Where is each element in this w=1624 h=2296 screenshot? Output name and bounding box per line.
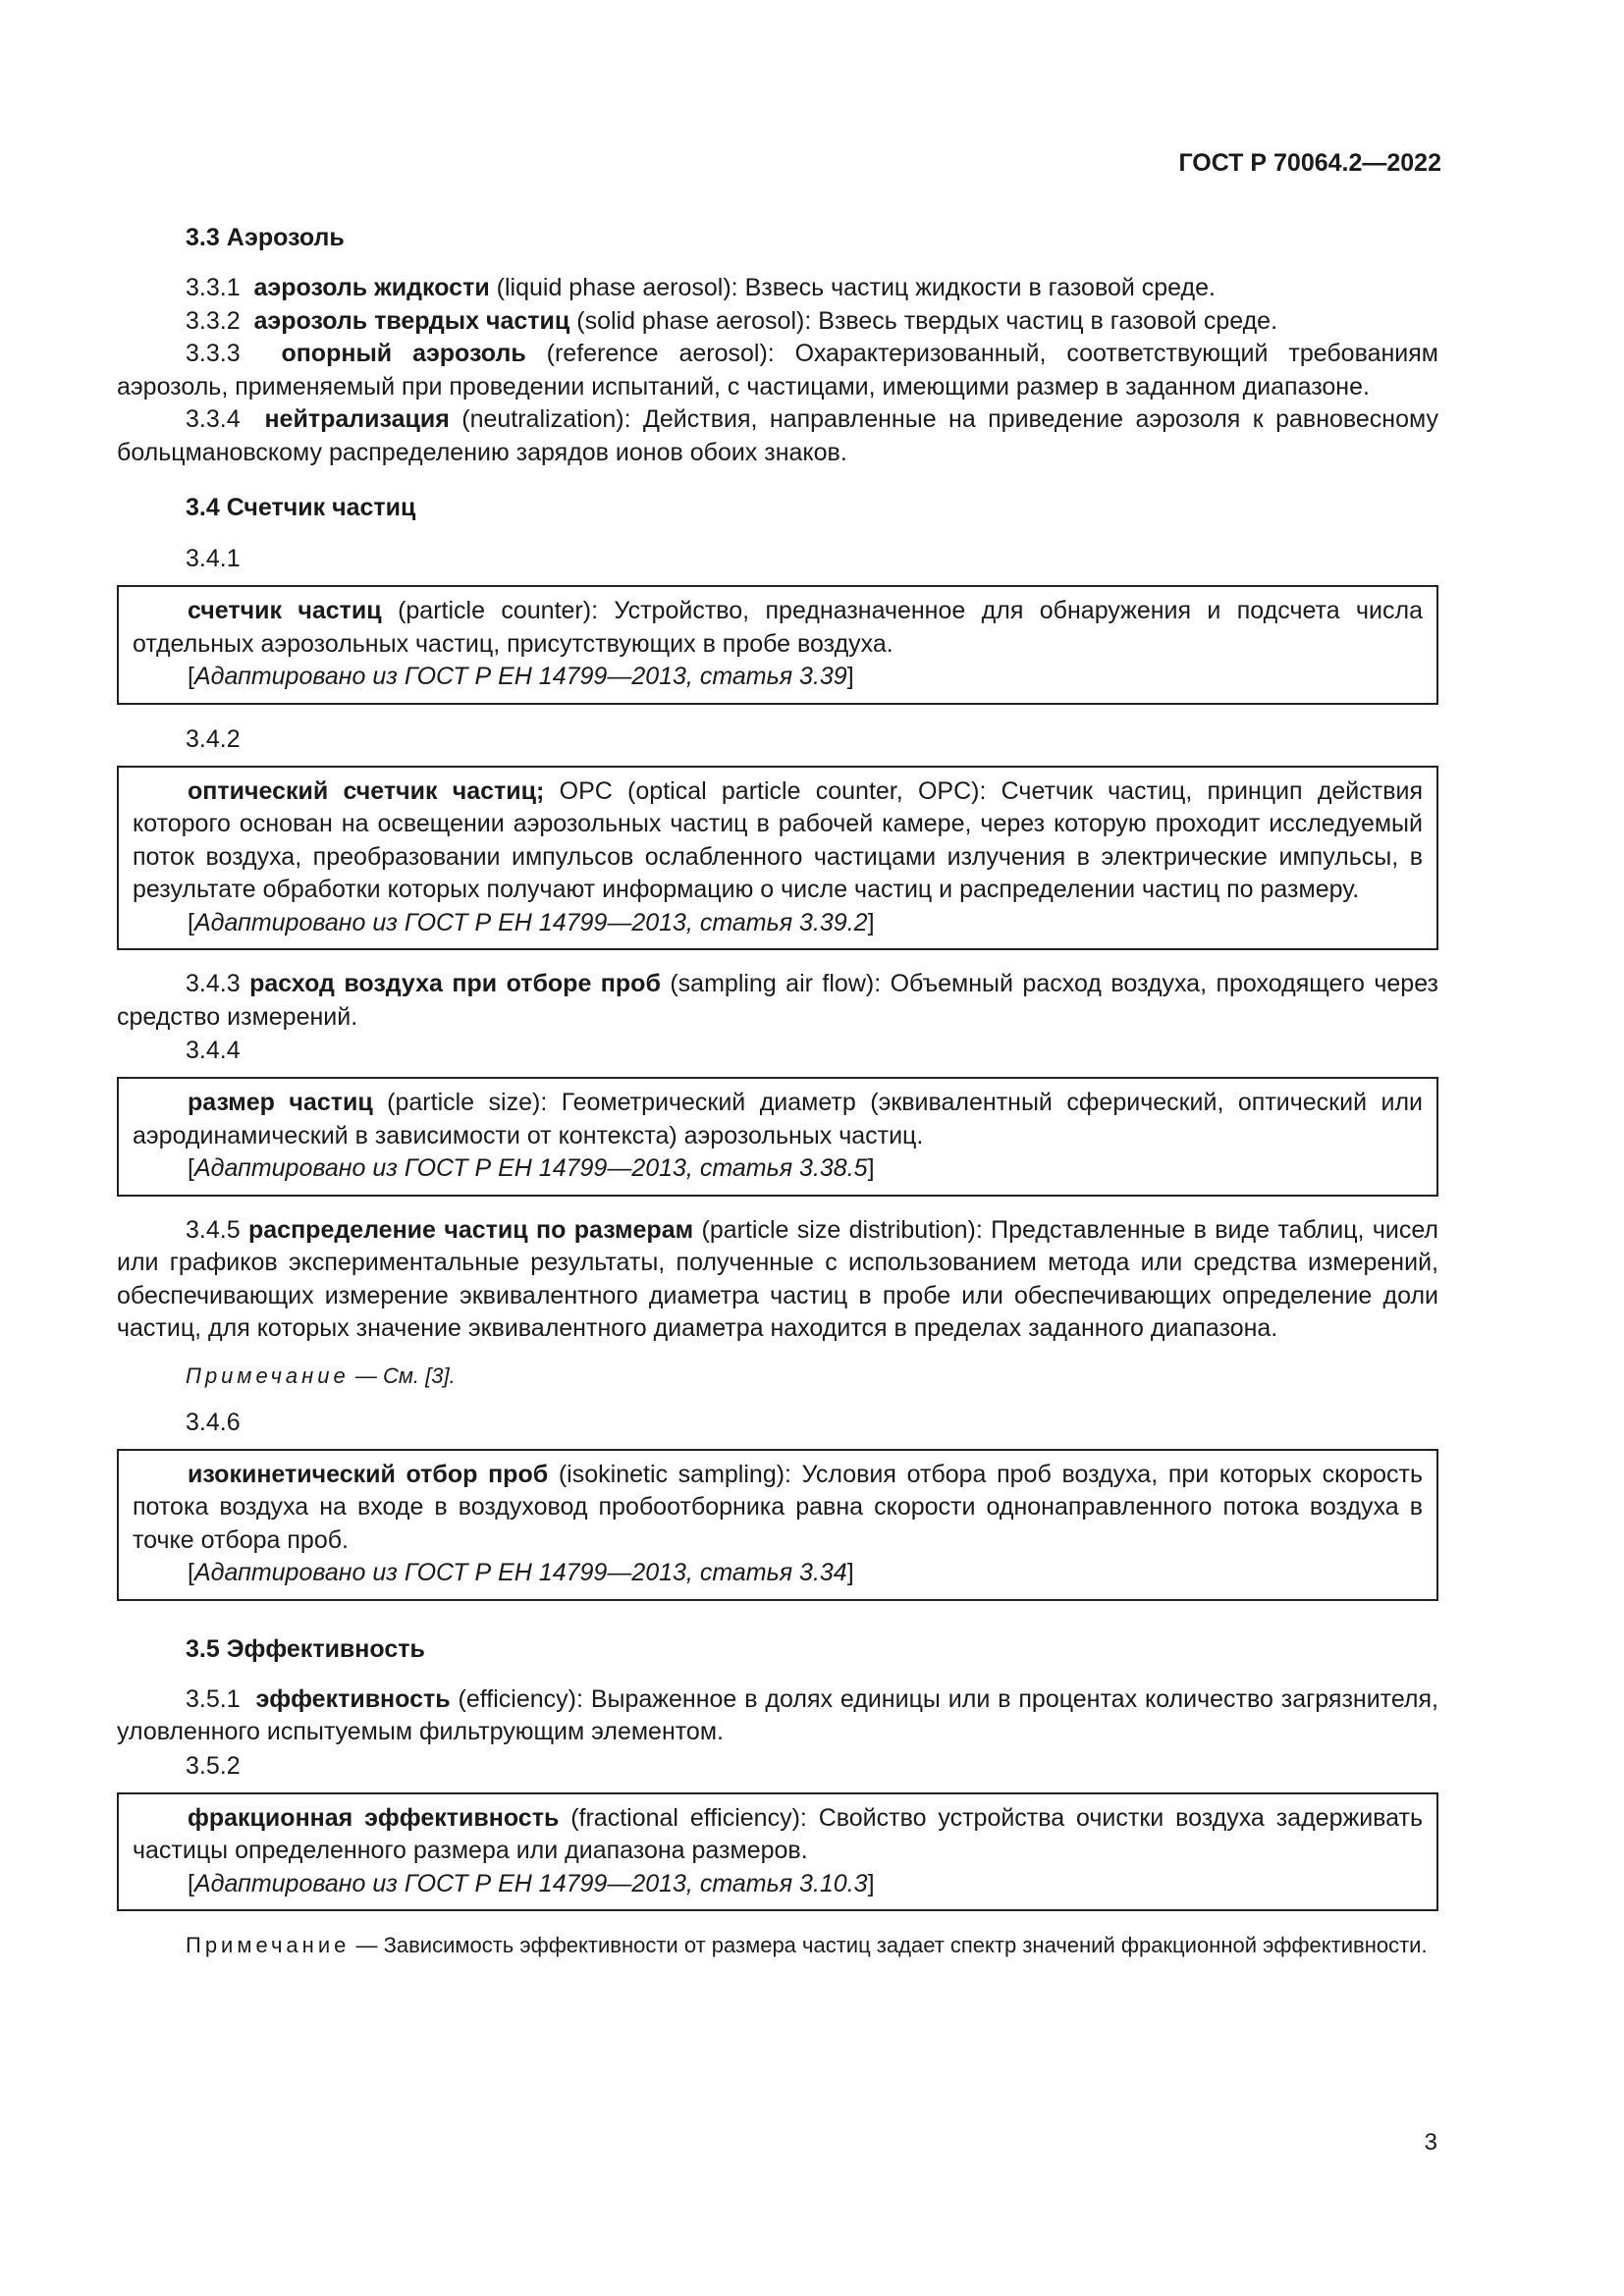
term-box-3-4-2	[117, 766, 1438, 951]
term-3-4-5: 3.4.5 распределение частиц по размерам (particle size distribution): Представленные в виде таблиц, чисел или графиков экспериментальные результаты, полученные с использованием метода или средства измерений, обеспечивающих измерение эквивалентного диаметра частиц в пробе или обеспечивающих определение доли частиц, для которых значение эквивалентного диаметра находится в пределах заданного диапазона.	[117, 1215, 1438, 1342]
note-3-5-2: Примечание — Зависимость эффективности от размера частиц задает спектр значений фракционной эффективности.	[186, 1933, 1428, 1957]
term-3-3-3: 3.3.3 опорный аэрозоль (reference aerosol): Охарактеризованный, соответствующий требованиям аэрозоль, применяемый при проведении испытаний, с частицами, имеющими размер в заданном диапазоне.	[117, 340, 1438, 400]
term-3-4-1: счетчик частиц (particle counter): Устройство, предназначенное для обнаружения и подсчета числа отдельных аэрозольных частиц, присутствующих в пробе воздуха.	[133, 597, 1423, 658]
reference-3-4-6: [Адаптировано из ГОСТ Р ЕН 14799—2013, статья 3.34]	[188, 1559, 854, 1586]
section-title-3-3: 3.3 Аэрозоль	[186, 224, 345, 251]
term-number-3-4-2: 3.4.2	[186, 724, 241, 753]
term-number-3-5-2: 3.5.2	[186, 1751, 241, 1780]
page-content	[117, 221, 1438, 1961]
term-3-5-2: фракционная эффективность (fractional efficiency): Свойство устройства очистки воздуха задерживать частицы определенного размера или диапазона размеров.	[133, 1803, 1423, 1864]
term-number-3-4-1: 3.4.1	[186, 545, 241, 572]
reference-3-5-2: [Адаптировано из ГОСТ Р ЕН 14799—2013, статья 3.10.3]	[188, 1869, 875, 1897]
term-3-4-2: оптический счетчик частиц; OPC (optical particle counter, OPC): Счетчик частиц, принцип действия которого основан на освещении аэрозольных частиц в рабочей камере, через которую проходит исследуемый поток воздуха, преобразовании импульсов ослабленного частицами излучения в электрические импульсы, в результате обработки которых получают информацию о числе частиц и распределении частиц по размеру.	[133, 776, 1424, 903]
term-box-3-4-6	[117, 1449, 1438, 1601]
term-3-4-6: изокинетический отбор проб (isokinetic sampling): Условия отбора проб воздуха, при которых скорость потока воздуха на входе в воздуховод пробоотборника равна скорости однонаправленного потока воздуха в точке отбора проб.	[133, 1460, 1423, 1554]
term-box-3-5-2	[117, 1792, 1438, 1912]
reference-3-4-2: [Адаптировано из ГОСТ Р ЕН 14799—2013, статья 3.39.2]	[188, 908, 875, 936]
document-id: ГОСТ Р 70064.2—2022	[1178, 149, 1441, 177]
term-number-3-4-4: 3.4.4	[186, 1037, 241, 1064]
section-title-3-4: 3.4 Счетчик частиц	[186, 494, 416, 521]
reference-3-4-4: [Адаптировано из ГОСТ Р ЕН 14799—2013, статья 3.38.5]	[188, 1154, 875, 1182]
term-3-4-4: размер частиц (particle size): Геометрический диаметр (эквивалентный сферический, оптический или аэродинамический в зависимости от контекста) аэрозольных частиц.	[133, 1089, 1424, 1149]
section-title-3-5: 3.5 Эффективность	[186, 1634, 425, 1663]
term-3-4-3: 3.4.3 расход воздуха при отборе проб (sampling air flow): Объемный расход воздуха, проходящего через средство измерений.	[117, 970, 1439, 1031]
term-3-3-1: 3.3.1 аэрозоль жидкости (liquid phase aerosol): Взвесь частиц жидкости в газовой среде.	[186, 274, 1216, 301]
term-box-3-4-1	[117, 585, 1438, 705]
term-3-3-4: 3.3.4 нейтрализация (neutralization): Действия, направленные на приведение аэрозоля к равновесному больцмановскому распределению зарядов ионов обоих знаков.	[117, 405, 1438, 466]
note-3-4-5: Примечание — См. [3].	[186, 1362, 456, 1388]
reference-3-4-1: [Адаптировано из ГОСТ Р ЕН 14799—2013, статья 3.39]	[188, 663, 854, 690]
term-3-5-1: 3.5.1 эффективность (efficiency): Выраженное в долях единицы или в процентах количество загрязнителя, уловленного испытуемым фильтрующим элементом.	[117, 1684, 1438, 1745]
term-3-3-2: 3.3.2 аэрозоль твердых частиц (solid phase aerosol): Взвесь твердых частиц в газовой среде.	[186, 306, 1278, 335]
page-number: 3	[1424, 2129, 1437, 2156]
term-number-3-4-6: 3.4.6	[186, 1408, 241, 1436]
term-box-3-4-4	[117, 1077, 1438, 1197]
